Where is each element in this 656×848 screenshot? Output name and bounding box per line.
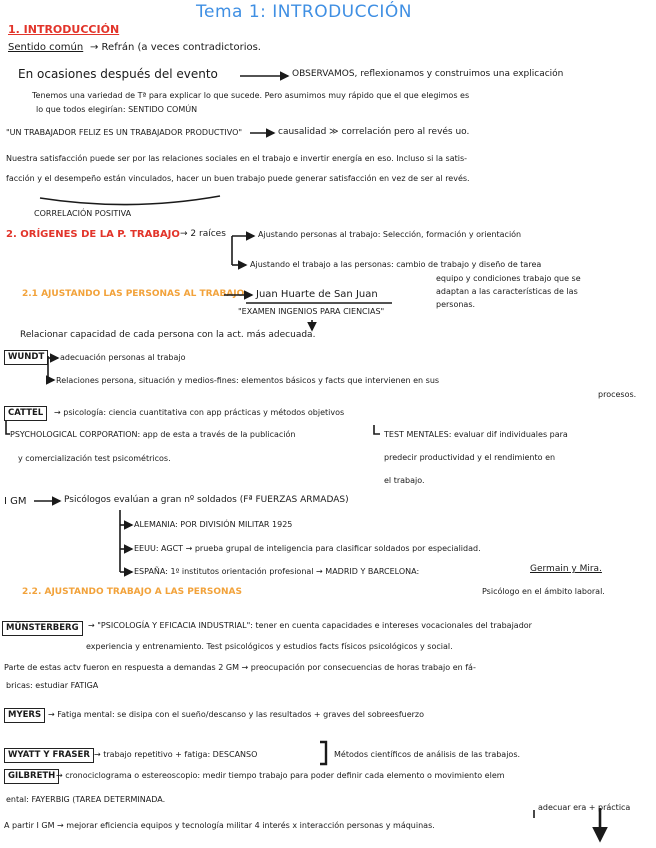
section-heading-origenes: 2. ORÍGENES DE LA P. TRABAJO <box>6 229 180 240</box>
satisfaccion-line-2: facción y el desempeño están vinculados, hacer un buen trabajo puede generar satisfacción en vez de ser al revés. <box>6 174 470 183</box>
munsterberg-box: MÜNSTERBERG <box>2 621 83 636</box>
espana-text: ESPAÑA: 1º institutos orientación profesional → MADRID Y BARCELONA: <box>134 567 420 576</box>
equipo-line-1: equipo y condiciones trabajo que se <box>436 274 581 283</box>
igm-lead: I GM <box>4 496 27 507</box>
eeuu-text: EEUU: AGCT → prueba grupal de inteligencia para clasificar soldados por especialidad. <box>134 544 481 553</box>
section-heading-introduccion: 1. INTRODUCCIÓN <box>8 23 120 36</box>
wundt-line-1: adecuación personas al trabajo <box>60 353 186 362</box>
correlacion-arc <box>40 196 220 205</box>
subsection-heading-2-2: 2.2. AJUSTANDO TRABAJO A LAS PERSONAS <box>22 587 242 597</box>
ajustando-trabajo: Ajustando el trabajo a las personas: cambio de trabajo y diseño de tarea <box>250 260 542 269</box>
variedad-line-1: Tenemos una variedad de Tª para explicar lo que sucede. Pero asumimos muy rápido que el que elegimos es <box>32 91 470 100</box>
gilbreth-line-2: ental: FAYERBIG (TAREA DETERMINADA. <box>6 795 166 804</box>
correlacion-positiva: CORRELACIÓN POSITIVA <box>34 209 132 218</box>
huarte-name: Juan Huarte de San Juan <box>256 289 378 300</box>
cattel-text: → psicología: ciencia cuantitativa con app prácticas y métodos objetivos <box>54 408 345 417</box>
igm-text: Psicólogos evalúan a gran nº soldados (Fª FUERZAS ARMADAS) <box>64 495 349 505</box>
test-mentales-line-1: TEST MENTALES: evaluar dif individuales para <box>384 430 568 439</box>
raices-text: → 2 raíces <box>180 229 226 239</box>
wyatt-fraser-text: → trabajo repetitivo + fatiga: DESCANSO <box>94 750 258 759</box>
alemania-text: ALEMANIA: POR DIVISIÓN MILITAR 1925 <box>134 520 293 529</box>
adecuar-note: adecuar era + práctica <box>538 803 631 812</box>
examen-ingenios: "EXAMEN INGENIOS PARA CIENCIAS" <box>238 307 385 316</box>
test-mentales-line-3: el trabajo. <box>384 476 425 485</box>
myers-text: → Fatiga mental: se disipa con el sueño/descanso y las resultados + graves del sobreesfuerzo <box>48 710 425 719</box>
wundt-line-2: Relaciones persona, situación y medios-fines: elementos básicos y facts que intervienen en sus <box>56 376 440 385</box>
munsterberg-line-1: → "PSICOLOGÍA Y EFICACIA INDUSTRIAL": tener en cuenta capacidades e intereses vocacionales del trabajador <box>88 621 532 630</box>
myers-box: MYERS <box>4 708 45 723</box>
test-mentales-line-2: predecir productividad y el rendimiento en <box>384 453 556 462</box>
relacionar-text: Relacionar capacidad de cada persona con la act. más adecuada. <box>20 330 316 340</box>
trabajador-rest: causalidad ≫ correlación pero al revés uo. <box>278 127 470 137</box>
metodos-text: Métodos científicos de análisis de las trabajos. <box>334 750 521 759</box>
wundt-line-3: procesos. <box>598 390 637 399</box>
gilbreth-line-1: → cronociclograma o estereoscopio: medir tiempo trabajo para poder definir cada elemento o movimiento elem <box>56 771 505 780</box>
parte-line-1: Parte de estas actv fueron en respuesta a demandas 2 GM → preocupación por consecuencias de horas trabajo en fá- <box>4 663 476 672</box>
psych-corp-line-2: y comercialización test psicométricos. <box>18 454 171 463</box>
test-mentales-branch <box>374 425 380 434</box>
variedad-line-2: lo que todos elegirían: SENTIDO COMÚN <box>36 105 198 114</box>
psicologa-laboral: Psicólogo en el ámbito laboral. <box>482 587 605 596</box>
ocasiones-text: OBSERVAMOS, reflexionamos y construimos una explicación <box>292 69 564 79</box>
metodos-bracket <box>320 742 326 764</box>
wundt-box: WUNDT <box>4 350 48 365</box>
germain-mira: Germain y Mira. <box>530 564 602 574</box>
final-line: A partir I GM → mejorar eficiencia equipos y tecnología militar 4 interés x interacción personas y máquinas. <box>4 821 435 830</box>
ajustando-personas: Ajustando personas al trabajo: Selección, formación y orientación <box>258 230 522 239</box>
wyatt-fraser-box: WYATT Y FRASER <box>4 748 94 763</box>
trabajador-quote: "UN TRABAJADOR FELIZ ES UN TRABAJADOR PRODUCTIVO" <box>6 128 243 137</box>
munsterberg-line-2: experiencia y entrenamiento. Test psicológicos y estudios facts físicos psicológicos y social. <box>86 642 453 651</box>
parte-line-2: bricas: estudiar FATIGA <box>6 681 99 690</box>
sentido-comun-text: → Refrán (a veces contradictorios. <box>90 42 261 53</box>
page-title: Tema 1: INTRODUCCIÓN <box>196 2 412 22</box>
gilbreth-box: GILBRETH <box>4 769 59 784</box>
satisfaccion-line-1: Nuestra satisfacción puede ser por las relaciones sociales en el trabajo e invertir energía en eso. Incluso si la satis- <box>6 154 468 163</box>
psych-corp-line-1: PSYCHOLOGICAL CORPORATION: app de esta a través de la publicación <box>10 430 296 439</box>
sentido-comun-label: Sentido común <box>8 42 84 53</box>
cattel-box: CATTEL <box>4 406 47 421</box>
subsection-heading-2-1: 2.1 AJUSTANDO LAS PERSONAS AL TRABAJO <box>22 289 245 299</box>
ocasiones-lead: En ocasiones después del evento <box>18 67 218 81</box>
equipo-line-2: adaptan a las características de las <box>436 287 578 296</box>
equipo-line-3: personas. <box>436 300 476 309</box>
